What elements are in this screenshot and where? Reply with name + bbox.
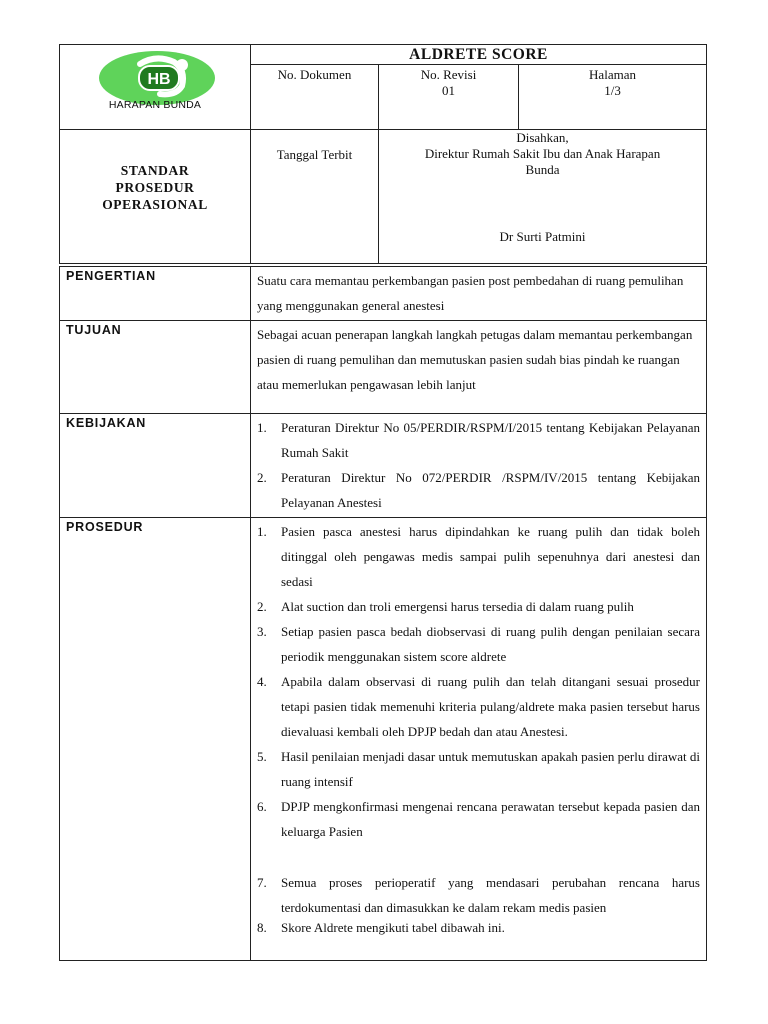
signatory-name: Dr Surti Patmini xyxy=(499,229,586,244)
doc-number-label: No. Dokumen xyxy=(251,65,379,130)
hospital-name: HARAPAN BUNDA xyxy=(108,99,202,111)
list-item: 2. Peraturan Direktur No 072/PERDIR /RSPM/IV/2015 tentang Kebijakan Pelayanan Anestesi xyxy=(257,470,700,510)
list-item: 4. Apabila dalam observasi di ruang pulih dan telah ditangani sesuai prosedur tetapi pasien tidak memenuhi kriteria pulang/aldrete maka pasien tersebut harus dievaluasi kembali oleh DPJP bedah dan atau Anestesi. xyxy=(257,674,700,739)
tujuan-text: Sebagai acuan penerapan langkah langkah petugas dalam memantau perkembangan pasien di ruang pemulihan dan memutuskan pasien sudah bias pindah ke ruangan atau memerlukan pengawasan lebih lanjut xyxy=(251,321,707,414)
revision-cell xyxy=(379,65,519,130)
logo-emblem-icon xyxy=(98,50,216,106)
list-item: 5. Hasil penilaian menjadi dasar untuk memutuskan apakah pasien perlu dirawat di ruang intensif xyxy=(257,749,700,789)
list-item: 1. Pasien pasca anestesi harus dipindahkan ke ruang pulih dan tidak boleh ditinggal oleh pengawas medis sampai pulih sepenuhnya dari anestesi dan sedasi xyxy=(257,524,700,589)
list-item: 8. Skore Aldrete mengikuti tabel dibawah ini. xyxy=(257,920,505,935)
issue-date-label: Tanggal Terbit xyxy=(251,130,379,264)
header-table xyxy=(59,44,707,264)
approval-cell xyxy=(379,130,707,264)
list-item: 3. Setiap pasien pasca bedah diobservasi di ruang pulih dengan penilaian secara periodik menggunakan sistem score aldrete xyxy=(257,624,700,664)
kebijakan-label: KEBIJAKAN xyxy=(60,414,251,518)
prosedur-label: PROSEDUR xyxy=(60,518,251,961)
sop-title: STANDAR PROSEDUR OPERASIONAL xyxy=(60,130,251,264)
list-item: 7. Semua proses perioperatif yang mendasari perubahan rencana harus terdokumentasi dan dimasukkan ke dalam rekam medis pasien xyxy=(257,875,700,915)
prosedur-list xyxy=(251,518,707,961)
approved-by-line2: Bunda xyxy=(525,162,560,177)
revision-label: No. Revisi xyxy=(420,67,477,82)
page-cell xyxy=(519,65,707,130)
revision-value: 01 xyxy=(442,83,455,98)
logo-cell xyxy=(60,45,251,130)
page-value: 1/3 xyxy=(604,83,621,98)
pengertian-text: Suatu cara memantau perkembangan pasien post pembedahan di ruang pemulihan yang menggunakan general anestesi xyxy=(251,267,707,321)
content-table xyxy=(59,266,707,961)
list-item: 6. DPJP mengkonfirmasi mengenai rencana perawatan tersebut kepada pasien dan keluarga Pasien xyxy=(257,799,700,839)
svg-text:HB: HB xyxy=(147,71,171,88)
kebijakan-list xyxy=(251,414,707,518)
approved-by-line1: Direktur Rumah Sakit Ibu dan Anak Harapan xyxy=(424,146,661,161)
list-item: 2. Alat suction dan troli emergensi harus tersedia di dalam ruang pulih xyxy=(257,599,634,614)
list-item: 1. Peraturan Direktur No 05/PERDIR/RSPM/I/2015 tentang Kebijakan Pelayanan Rumah Sakit xyxy=(257,420,700,460)
document-title: ALDRETE SCORE xyxy=(251,45,707,65)
pengertian-label: PENGERTIAN xyxy=(60,267,251,321)
page-label: Halaman xyxy=(589,67,636,82)
tujuan-label: TUJUAN xyxy=(60,321,251,414)
approved-label: Disahkan, xyxy=(516,130,569,145)
